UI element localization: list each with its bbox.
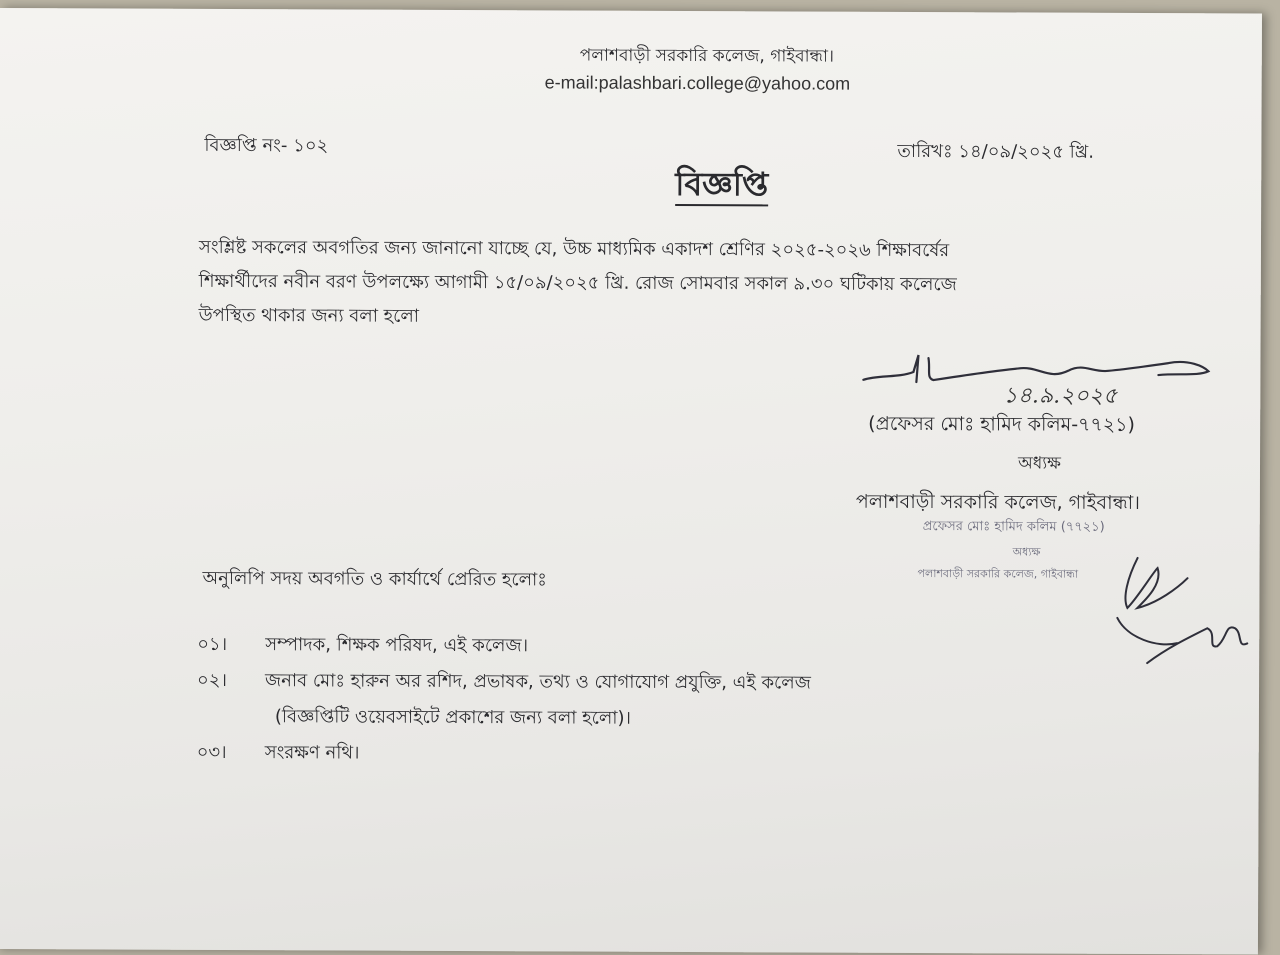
college-header: পলাশবাড়ী সরকারি কলেজ, গাইবান্ধা। (579, 45, 835, 67)
notice-date: তারিখঃ ১৪/০৯/২০২৫ খ্রি. (897, 140, 1094, 163)
principal-signature-block (838, 350, 1219, 522)
list-item-continuation: (বিজ্ঞপ্তিটি ওয়েবসাইটে প্রকাশের জন্য বলা হলো)। (274, 706, 632, 729)
stamp-name: প্রফেসর মোঃ হামিদ কলিম (৭৭২১) (922, 519, 1105, 535)
list-item-text: সংরক্ষণ নথি। (264, 742, 360, 764)
notice-reference-number: বিজ্ঞপ্তি নং- ১০২ (204, 134, 329, 157)
list-item-text: সম্পাদক, শিক্ষক পরিষদ, এই কলেজ। (265, 634, 529, 657)
principal-college: পলাশবাড়ী সরকারি কলেজ, গাইবান্ধা। (855, 490, 1141, 514)
notice-body (199, 231, 1244, 338)
list-item (197, 735, 811, 774)
notice-body-line: উপস্থিত থাকার জন্য বলা হলো (198, 304, 420, 327)
list-item-number: ০৩। (196, 741, 227, 763)
list-item-number: ০১। (197, 633, 228, 655)
stamp-role: অধ্যক্ষ (1012, 545, 1041, 559)
list-item-text: জনাব মোঃ হারুন অর রশিদ, প্রভাষক, তথ্য ও যোগাযোগ প্রযুক্তি, এই কলেজ (265, 670, 811, 694)
principal-name: (প্রফেসর মোঃ হামিদ কলিম-৭৭২১) (868, 412, 1135, 436)
stamp-college: পলাশবাড়ী সরকারি কলেজ, গাইবান্ধা (917, 567, 1079, 581)
signature-date: ১৪.৯.২০২৫ (1003, 383, 1118, 409)
copy-distribution-intro: অনুলিপি সদয় অবগতি ও কার্যার্থে প্রেরিত হলোঃ (202, 567, 547, 591)
principal-role: অধ্যক্ষ (1017, 453, 1062, 474)
notice-body-line: সংশ্লিষ্ট সকলের অবগতির জন্য জানানো যাচ্ছে যে, উচ্চ মাধ্যমিক একাদশ শ্রেণির ২০২৫-২০২৬ শিক্ষাবর্ষের (198, 236, 950, 262)
notice-title: বিজ্ঞপ্তি (675, 167, 768, 207)
list-item-number: ০২। (197, 669, 227, 691)
college-email: e-mail:palashbari.college@yahoo.com (544, 72, 851, 94)
notice-paper (0, 8, 1262, 954)
list-item (197, 663, 811, 702)
copy-distribution-list (197, 627, 811, 774)
list-item (197, 627, 811, 666)
stamp-initial-signature (1107, 538, 1258, 679)
notice-body-line: শিক্ষার্থীদের নবীন বরণ উপলক্ষ্যে আগামী ১৫/০৯/২০২৫ খ্রি. রোজ সোমবার সকাল ৯.৩০ ঘটিকায় কলেজে (198, 270, 957, 296)
